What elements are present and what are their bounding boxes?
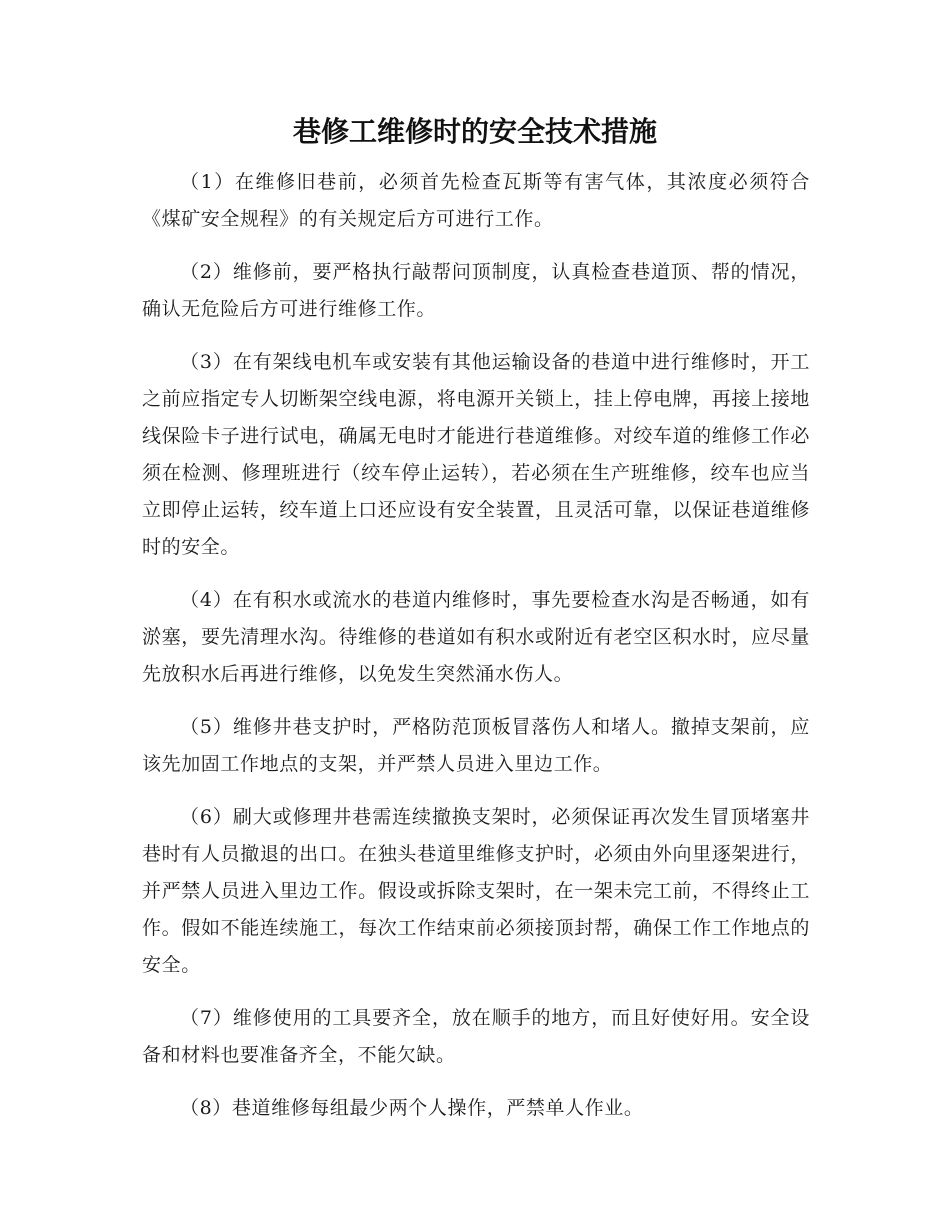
paragraph-5: （5）维修井巷支护时，严格防范顶板冒落伤人和堵人。撤掉支架前，应该先加固工作地点的支架，并严禁人员进入里边工作。 xyxy=(142,716,810,775)
document-title: 巷修工维修时的安全技术措施 xyxy=(292,115,657,148)
paragraph-7: （7）维修使用的工具要齐全，放在顺手的地方，而且好使好用。安全设备和材料也要准备齐全，不能欠缺。 xyxy=(142,1007,810,1066)
paragraph-8: （8）巷道维修每组最少两个人操作，严禁单人作业。 xyxy=(180,1097,644,1119)
paragraph-4: （4）在有积水或流水的巷道内维修时，事先要检查水沟是否畅通，如有淤塞，要先清理水沟。待维修的巷道如有积水或附近有老空区积水时，应尽量先放积水后再进行维修，以免发生突然涌水伤人。 xyxy=(142,589,810,685)
paragraph-2: （2）维修前，要严格执行敲帮问顶制度，认真检查巷道顶、帮的情况，确认无危险后方可进行维修工作。 xyxy=(142,261,810,320)
paragraph-6: （6）刷大或修理井巷需连续撤换支架时，必须保证再次发生冒顶堵塞井巷时有人员撤退的出口。在独头巷道里维修支护时，必须由外向里逐架进行，并严禁人员进入里边工作。假设或拆除支架时，在一架未完工前，不得终止工作。假如不能连续施工，每次工作结束前必须接顶封帮，确保工作工作地点的安全。 xyxy=(142,806,810,976)
document-body xyxy=(142,164,810,1143)
paragraph-3: （3）在有架线电机车或安装有其他运输设备的巷道中进行维修时，开工之前应指定专人切断架空线电源，将电源开关锁上，挂上停电牌，再接上接地线保险卡子进行试电，确属无电时才能进行巷道维修。对绞车道的维修工作必须在检测、修理班进行（绞车停止运转），若必须在生产班维修，绞车也应当立即停止运转，绞车道上口还应设有安全装置，且灵活可靠，以保证巷道维修时的安全。 xyxy=(142,351,810,558)
paragraph-1: （1）在维修旧巷前，必须首先检查瓦斯等有害气体，其浓度必须符合《煤矿安全规程》的有关规定后方可进行工作。 xyxy=(142,171,810,230)
